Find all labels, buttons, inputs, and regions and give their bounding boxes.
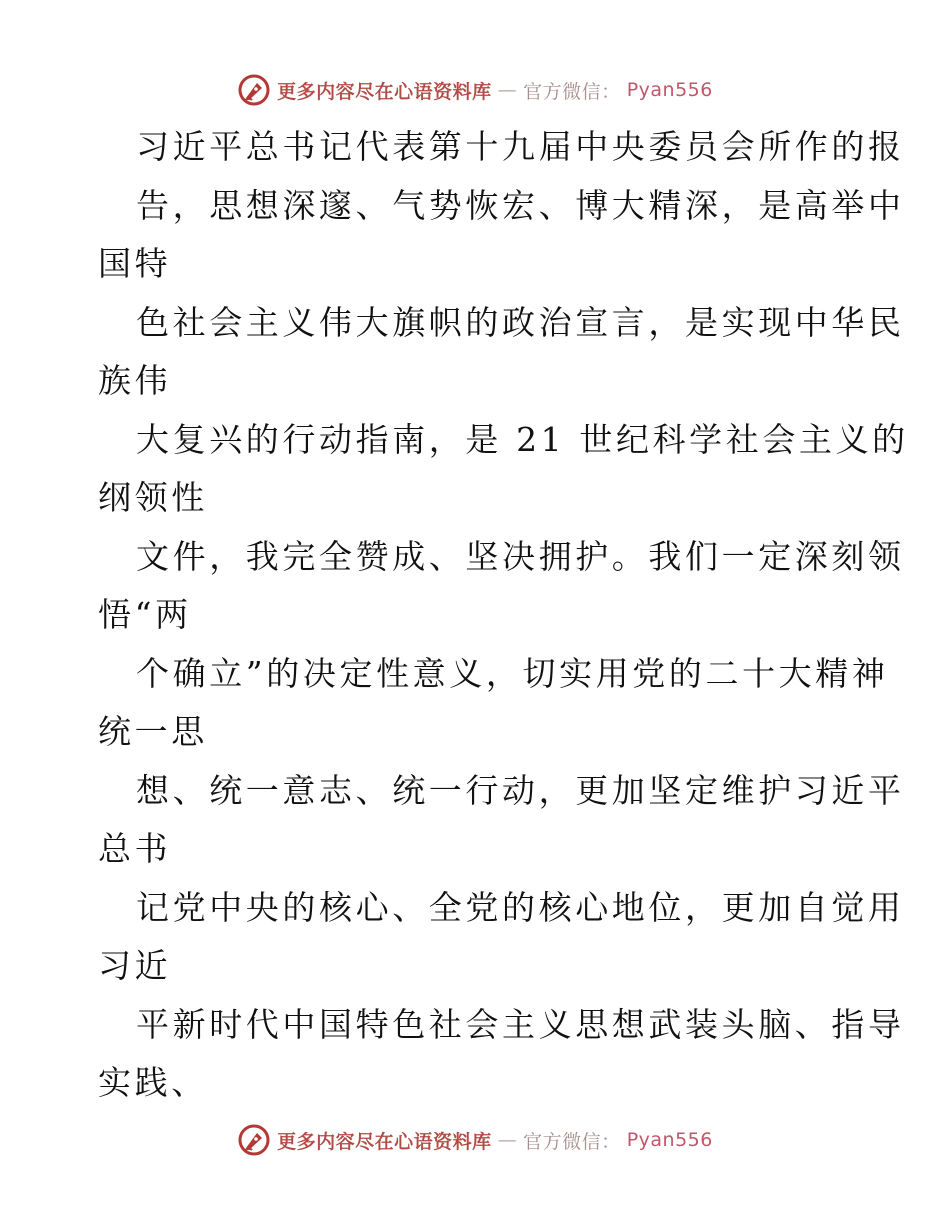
watermark-separator: — xyxy=(497,79,518,101)
text-line: 平新时代中国特色社会主义思想武装头脑、指导 xyxy=(136,1004,905,1044)
watermark-wechat-id: Pyan556 xyxy=(626,1129,713,1151)
text-line: 记党中央的核心、全党的核心地位，更加自觉用 xyxy=(136,887,905,927)
text-line: 习近平总书记代表第十九届中央委员会所作的报 xyxy=(136,127,905,166)
text-line: 大复兴的行动指南，是 21 世纪科学社会主义的 xyxy=(136,419,909,459)
watermark-separator: — xyxy=(497,1129,518,1151)
header-watermark xyxy=(0,70,950,110)
text-line: 色社会主义伟大旗帜的政治宣言，是实现中华民 xyxy=(136,302,905,342)
text-line: 统一思 xyxy=(98,712,208,751)
text-line: 纲领性 xyxy=(98,478,208,517)
text-line: 告，思想深邃、气势恢宏、博大精深，是高举中 xyxy=(136,185,905,225)
text-line: 实践、 xyxy=(98,1063,208,1102)
watermark-wechat-label: 官方微信： xyxy=(523,1130,621,1153)
footer-watermark xyxy=(0,1120,950,1160)
text-line: 族伟 xyxy=(98,361,172,400)
watermark-main-text: 更多内容尽在心语资料库 xyxy=(277,80,492,103)
text-line: 悟“两 xyxy=(98,595,192,634)
pen-nib-logo-icon xyxy=(237,1123,271,1157)
watermark-main-text: 更多内容尽在心语资料库 xyxy=(277,1130,492,1153)
text-line: 习近 xyxy=(98,946,172,985)
text-line: 总书 xyxy=(98,829,172,868)
watermark-wechat-id: Pyan556 xyxy=(626,79,713,101)
document-body xyxy=(98,118,909,1113)
text-line: 文件，我完全赞成、坚决拥护。我们一定深刻领 xyxy=(136,536,905,576)
pen-nib-logo-icon xyxy=(237,73,271,107)
text-line: 想、统一意志、统一行动，更加坚定维护习近平 xyxy=(136,770,905,810)
watermark-wechat-label: 官方微信： xyxy=(523,80,621,103)
text-line: 个确立”的决定性意义，切实用党的二十大精神 xyxy=(136,653,889,693)
text-line: 国特 xyxy=(98,244,172,283)
